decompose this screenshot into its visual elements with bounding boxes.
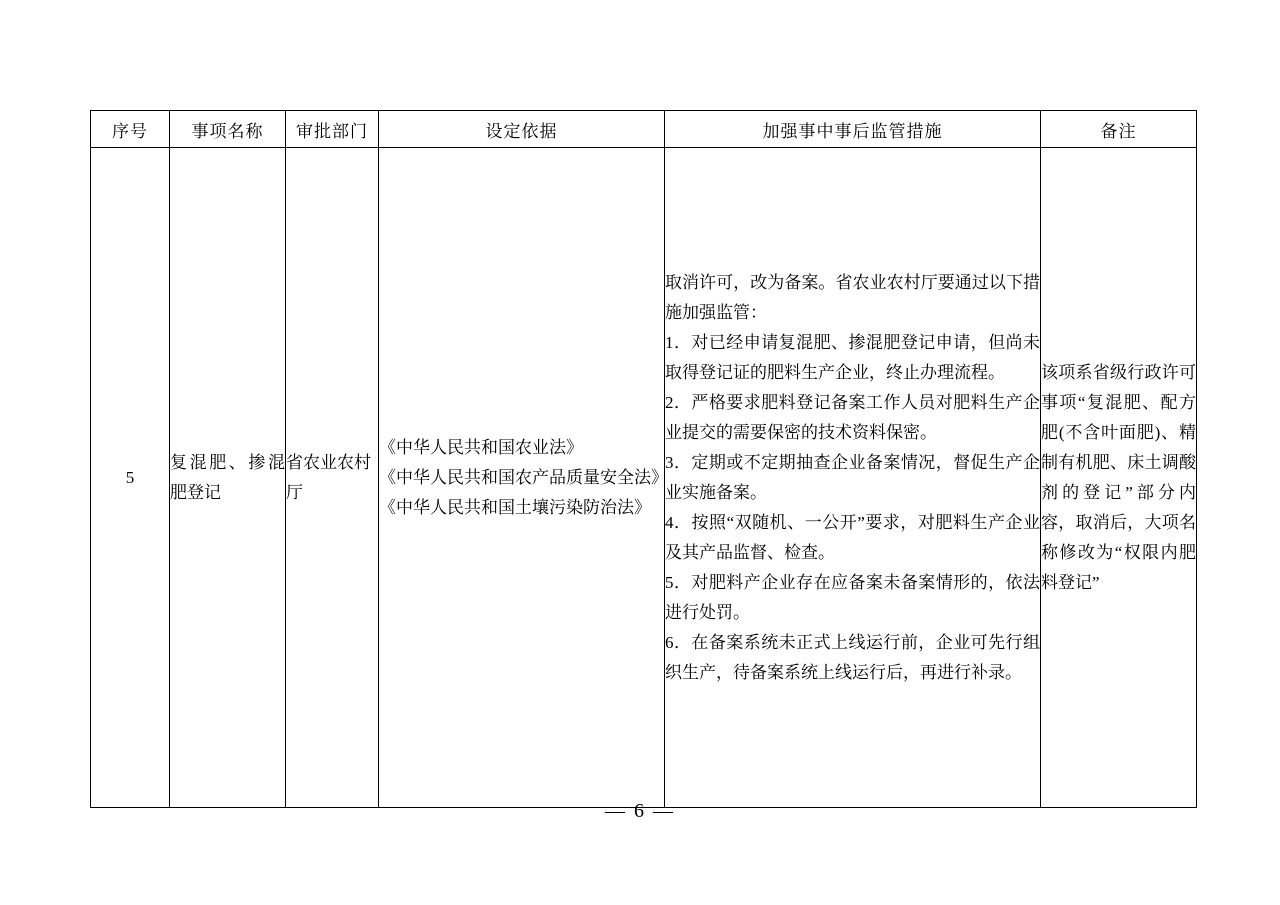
page-number: — 6 —: [605, 800, 675, 822]
measure-item: 1．对已经申请复混肥、掺混肥登记申请，但尚未取得登记证的肥料生产企业，终止办理流程。: [665, 332, 1040, 382]
column-header-dept: 审批部门: [286, 111, 379, 148]
legal-basis-item: 《中华人民共和国农业法》: [379, 437, 583, 457]
cell-remark: 该项系省级行政许可事项“复混肥、配方肥(不含叶面肥)、精制有机肥、床土调酸剂的登记”部分内容，取消后，大项名称修改为“权限内肥料登记”: [1041, 148, 1197, 808]
cell-serial-number: 5: [91, 148, 170, 808]
column-header-measures: 加强事中事后监管措施: [665, 111, 1041, 148]
column-header-name: 事项名称: [170, 111, 286, 148]
column-header-basis: 设定依据: [379, 111, 665, 148]
measure-item: 2．严格要求肥料登记备案工作人员对肥料生产企业提交的需要保密的技术资料保密。: [665, 392, 1040, 442]
measure-item: 取消许可，改为备案。省农业农村厅要通过以下措施加强监管：: [665, 272, 1040, 322]
measure-item: 5．对肥料产企业存在应备案未备案情形的，依法进行处罚。: [665, 572, 1040, 622]
column-header-remark: 备注: [1041, 111, 1197, 148]
regulation-table: [90, 110, 1197, 808]
cell-item-name: 复混肥、掺混肥登记: [170, 148, 286, 808]
measure-item: 3．定期或不定期抽查企业备案情况，督促生产企业实施备案。: [665, 452, 1040, 502]
cell-approval-dept: 省农业农村厅: [286, 148, 379, 808]
table-body: [91, 148, 1197, 808]
cell-supervision-measures: [665, 148, 1041, 808]
cell-legal-basis: [379, 148, 668, 808]
column-header-no: 序号: [91, 111, 170, 148]
measure-item: 6．在备案系统未正式上线运行前，企业可先行组织生产，待备案系统上线运行后，再进行补录。: [665, 632, 1040, 682]
measure-item: 4．按照“双随机、一公开”要求，对肥料生产企业及其产品监督、检查。: [665, 512, 1040, 562]
legal-basis-item: 《中华人民共和国土壤污染防治法》: [379, 497, 651, 517]
table-row: [91, 148, 1197, 808]
table-header-row: [91, 111, 1197, 148]
legal-basis-item: 《中华人民共和国农产品质量安全法》: [379, 467, 668, 487]
table-header: [91, 111, 1197, 148]
